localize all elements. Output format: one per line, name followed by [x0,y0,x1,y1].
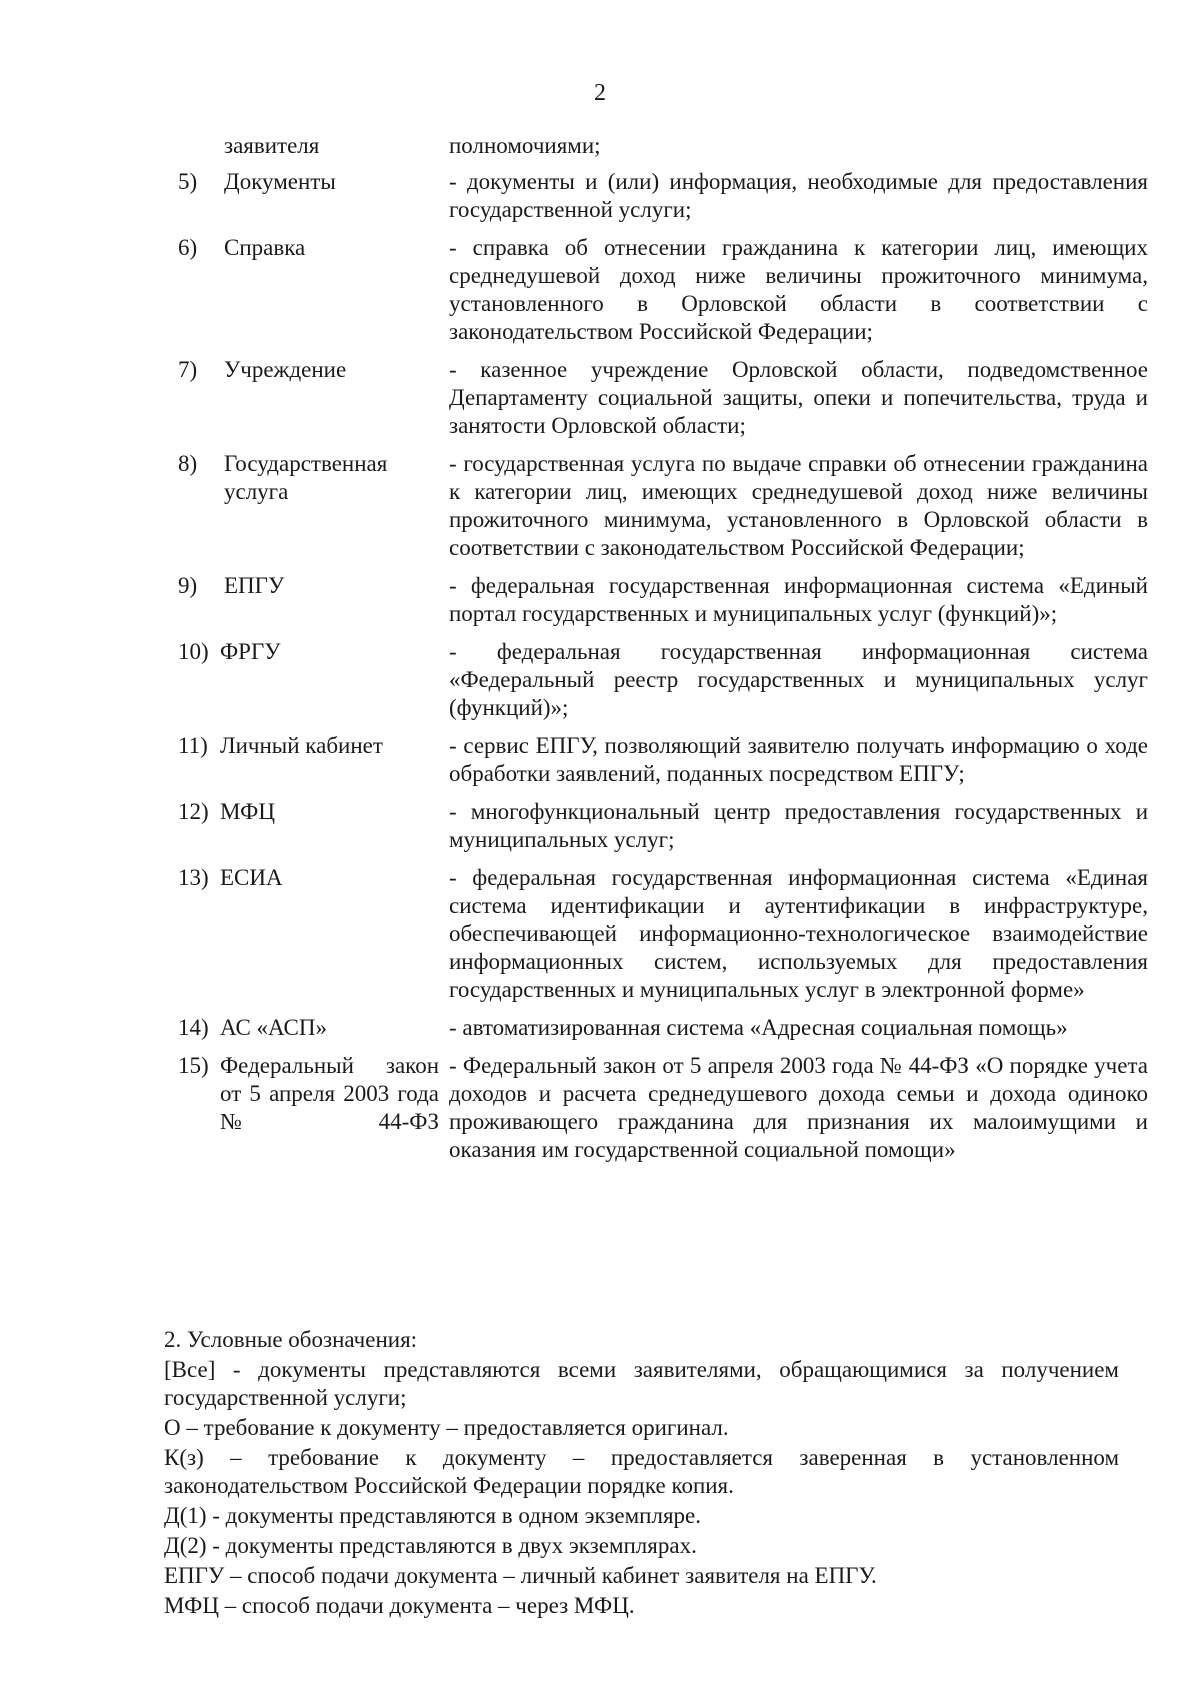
term-definition: - автоматизированная система «Адресная социальная помощь» [449,1015,1068,1040]
term-definition: полномочиями; [449,133,601,158]
legend-item: Д(2) - документы представляются в двух экземплярах. [164,1533,697,1558]
term-number: 13) [178,865,209,890]
term-name: АС «АСП» [220,1015,327,1040]
term-name: Справка [224,235,306,260]
term-name: МФЦ [220,799,275,824]
term-number: 6) [178,235,198,260]
term-row-9 [178,572,1148,628]
term-number: 8) [178,451,198,476]
term-definition: - Федеральный закон от 5 апреля 2003 года № 44-ФЗ «О порядке учета доходов и расчета среднедушевого дохода семьи и дохода одиноко проживающего гражданина для признания их малоимущими и оказания им государственной социальной помощи» [449,1053,1148,1162]
page-number: 2 [594,80,606,106]
term-number [178,132,224,160]
term-name: Федеральный закон от 5 апреля 2003 года № 44-ФЗ [220,1053,439,1134]
legend-section [164,1326,1119,1622]
term-definition: - казенное учреждение Орловской области, подведомственное Департаменту социальной защиты, опеки и попечительства, труда и занятости Орловской области; [449,357,1148,438]
term-number: 14) [178,1015,209,1040]
term-definition: - федеральная государственная информационная система «Федеральный реестр государственных и муниципальных услуг (функций)»; [449,639,1148,720]
term-row-15 [178,1052,1148,1164]
term-definition: - федеральная государственная информационная система «Единая система идентификации и аутентификации в инфраструктуре, обеспечивающей информационно-технологическое взаимодействие информационных систем, используемых для предоставления государственных и муниципальных услуг в электронной форме» [449,865,1148,1002]
legend-heading: 2. Условные обозначения: [164,1327,418,1352]
term-row-5 [178,168,1148,224]
term-row-12 [178,798,1148,854]
terms-list [178,132,1148,1174]
term-number: 12) [178,799,209,824]
term-row-11 [178,732,1148,788]
term-name: Государственная услуга [224,451,388,504]
term-number: 9) [178,573,198,598]
legend-item: МФЦ – способ подачи документа – через МФЦ. [164,1593,635,1618]
legend-item: [Все] - документы представляются всеми заявителями, обращающимися за получением государственной услуги; [164,1357,1119,1410]
term-number: 15) [178,1053,209,1078]
legend-item: Д(1) - документы представляются в одном экземпляре. [164,1503,702,1528]
term-number: 10) [178,639,209,664]
term-number: 7) [178,357,198,382]
term-name: заявителя [224,133,320,158]
term-name: Личный кабинет [220,733,383,758]
term-number: 11) [178,733,208,758]
term-definition: - федеральная государственная информационная система «Единый портал государственных и муниципальных услуг (функций)»; [449,573,1148,626]
term-row-8 [178,450,1148,562]
term-name: ЕСИА [220,865,283,890]
term-definition: - справка об отнесении гражданина к категории лиц, имеющих среднедушевой доход ниже величины прожиточного минимума, установленного в Орловской области в соответствии с законодательством Российской Федерации; [449,235,1148,344]
term-row-10 [178,638,1148,722]
legend-item: О – требование к документу – предоставляется оригинал. [164,1415,729,1440]
term-definition: - многофункциональный центр предоставления государственных и муниципальных услуг; [449,799,1148,852]
term-name: ЕПГУ [224,573,285,598]
term-row-continuation [178,132,1148,160]
term-name: ФРГУ [220,639,281,664]
term-definition: - государственная услуга по выдаче справки об отнесении гражданина к категории лиц, имеющих среднедушевой доход ниже величины прожиточного минимума, установленного в Орловской области в соответствии с законодательством Российской Федерации; [449,451,1148,560]
legend-item: К(з) – требование к документу – предоставляется заверенная в установленном законодательством Российской Федерации порядке копия. [164,1445,1119,1498]
term-name: Учреждение [224,357,347,382]
legend-item: ЕПГУ – способ подачи документа – личный кабинет заявителя на ЕПГУ. [164,1563,877,1588]
term-row-6 [178,234,1148,346]
term-definition: - документы и (или) информация, необходимые для предоставления государственной услуги; [449,169,1148,222]
term-definition: - сервис ЕПГУ, позволяющий заявителю получать информацию о ходе обработки заявлений, поданных посредством ЕПГУ; [449,733,1148,786]
term-row-13 [178,864,1148,1004]
term-row-7 [178,356,1148,440]
term-row-14 [178,1014,1148,1042]
term-number: 5) [178,169,198,194]
term-name: Документы [224,169,336,194]
